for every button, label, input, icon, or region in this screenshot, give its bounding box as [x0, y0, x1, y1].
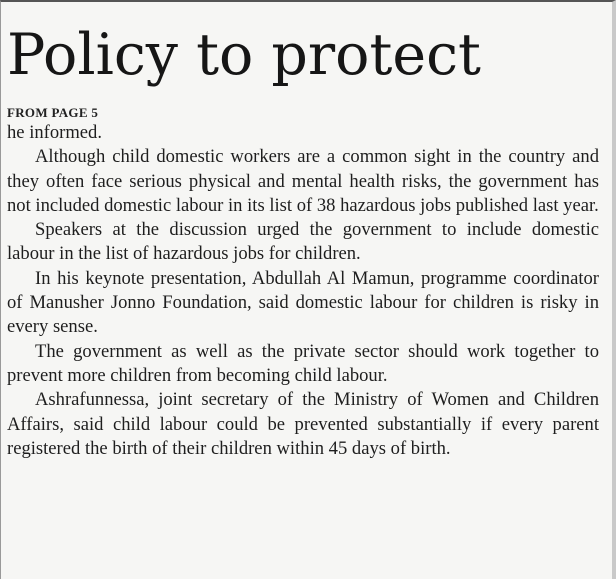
- paragraph-private-sector: The government as well as the private sector should work together to prevent more children from becoming child labour.: [7, 340, 599, 386]
- paragraph-birth-registration: Ashrafunnessa, joint secretary of the Ministry of Women and Children Affairs, said child labour could be prevented substantially if every parent registered the birth of their children within 45 days of birth.: [7, 389, 599, 459]
- paragraph-speakers: Speakers at the discussion urged the government to include domestic labour in the list of hazardous jobs for children.: [7, 219, 599, 265]
- continued-from-label: FROM PAGE 5: [7, 105, 99, 120]
- paragraph-keynote: In his keynote presentation, Abdullah Al Mamun, programme coordinator of Manusher Jonno Foundation, said domestic labour for children is risky in every sense.: [7, 267, 599, 338]
- headline: Policy to protect: [7, 22, 481, 88]
- paragraph-continuation: he informed.: [7, 122, 103, 143]
- article-body: [7, 121, 599, 461]
- paragraph-domestic-workers: Although child domestic workers are a common sight in the country and they often face serious physical and mental health risks, the government has not included domestic labour in its list of 38 hazardous jobs published last year.: [7, 146, 599, 216]
